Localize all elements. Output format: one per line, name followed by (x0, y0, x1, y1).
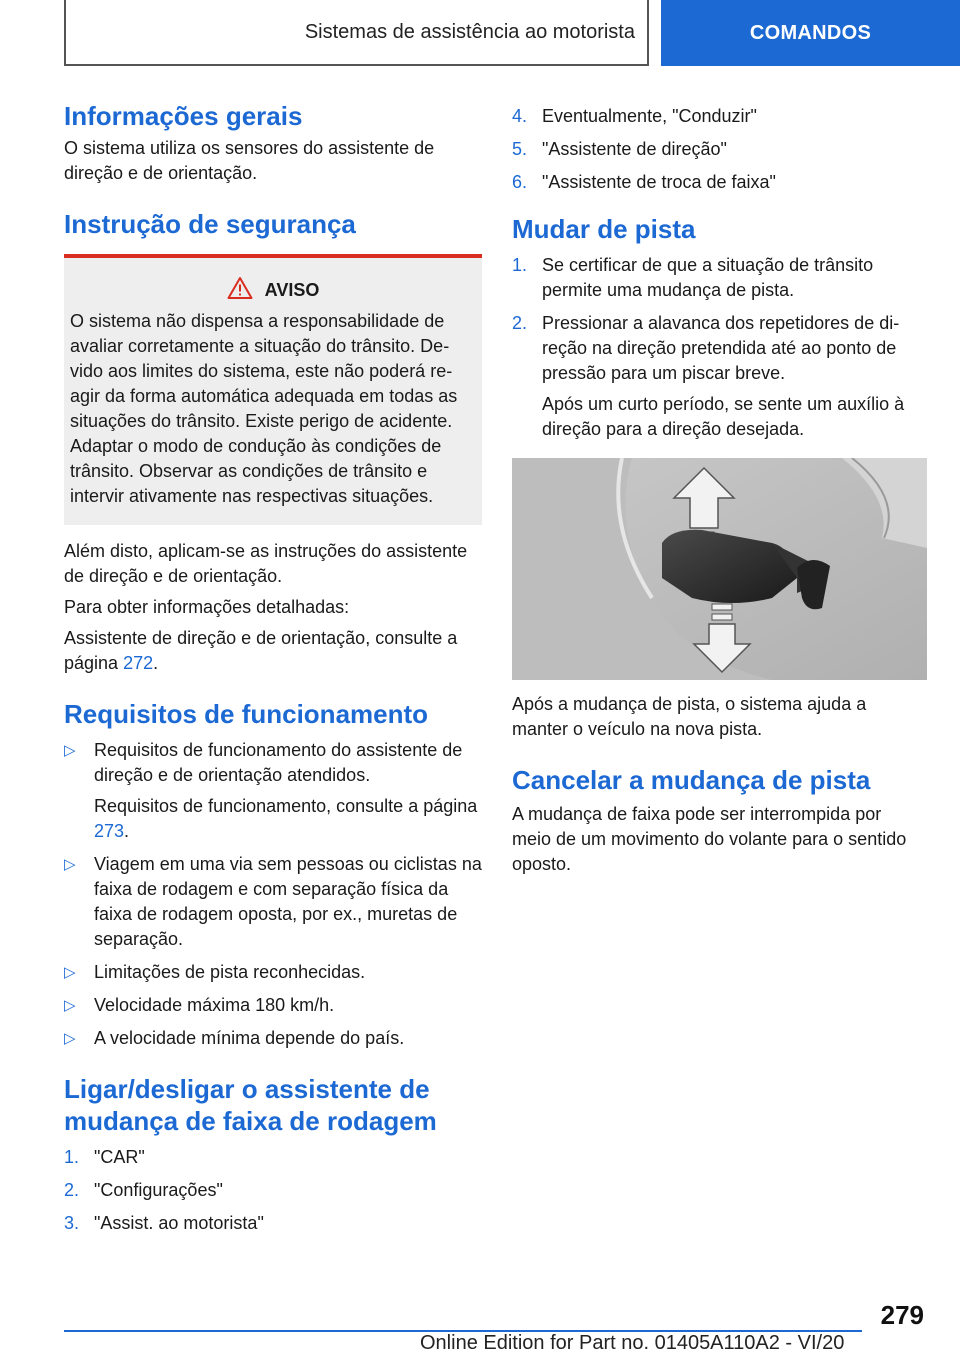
chapter-label: COMANDOS (749, 21, 872, 44)
edition-footer: Online Edition for Part no. 01405A110A2 - VI/20 (420, 1332, 845, 1354)
requirements-list (64, 738, 482, 1051)
list-item (64, 1145, 482, 1170)
list-item (64, 1178, 482, 1203)
step-number: 5. (512, 139, 528, 159)
list-item (64, 960, 482, 985)
list-item (512, 170, 924, 195)
requirement-sub-prefix: Requisitos de funcionamento, consulte a página (94, 796, 478, 816)
step-number: 6. (512, 172, 528, 192)
heading-cancel-change: Cancelar a mudança de pista (512, 765, 871, 795)
warning-title: AVISO (264, 280, 320, 300)
page-link-273[interactable]: 273 (94, 821, 125, 841)
requirement-text: Viagem em uma via sem pessoas ou ciclistas na faixa de rodagem e com separação física da faixa de rodagem oposta, por ex., muretas de separação. (94, 854, 482, 949)
paragraph-details: Para obter informações detalhadas: (64, 597, 350, 617)
paragraph-after-change: Após a mudança de pista, o sistema ajuda a manter o veículo na nova pista. (512, 694, 867, 739)
list-item (64, 738, 482, 844)
step-text: Se certificar de que a situação de trânsito permite uma mudança de pista. (542, 255, 874, 300)
heading-general-info: Informações gerais (64, 101, 303, 131)
step-number: 3. (64, 1213, 80, 1233)
list-item (64, 852, 482, 952)
step-text: "Configurações" (94, 1180, 223, 1200)
requirement-text: Limitações de pista reconhecidas. (94, 962, 366, 982)
triangle-bullet-icon: ▷ (64, 997, 76, 1014)
requirement-subtext (94, 794, 482, 844)
toggle-steps-continued (512, 104, 924, 195)
warning-title-row (70, 276, 476, 305)
step-number: 1. (512, 255, 528, 275)
requirement-text: Velocidade máxima 180 km/h. (94, 995, 335, 1015)
step-subtext: Após um curto período, se sente um auxílio à direção para a direção desejada. (542, 394, 905, 439)
triangle-bullet-icon: ▷ (64, 1030, 76, 1047)
chapter-tab (661, 0, 960, 66)
paragraph-general-info: O sistema utiliza os sensores do assistente de direção e de orientação. (64, 138, 435, 183)
heading-change-lane: Mudar de pista (512, 214, 696, 244)
requirement-text: A velocidade mínima depende do país. (94, 1028, 405, 1048)
section-title: Sistemas de assistência ao motorista (304, 20, 635, 43)
step-text: Eventualmente, "Conduzir" (542, 106, 757, 126)
page-number: 279 (880, 1300, 924, 1330)
heading-toggle-assistant: Ligar/desligar o assistente de mudança de faixa de rodagem (64, 1074, 437, 1136)
paragraph-also-applies: Além disto, aplicam-se as instruções do assistente de direção e de orientação. (64, 541, 468, 586)
warning-triangle-icon (227, 276, 253, 305)
list-item (512, 137, 924, 162)
see-page-suffix: . (153, 653, 159, 673)
see-page-text: Assistente de direção e de orientação, consulte a página (64, 628, 458, 673)
warning-text: O sistema não dispensa a responsabilidade de avaliar corretamente a situação do trânsito. Devido aos limites do sistema, este não poderá reagir da forma automática adequada em todas as situações do trânsito. Existe perigo de acidente. Adaptar o modo de condução às condições de trânsito. Observar as condições de trânsito e intervir ativamente nas respectivas situações. (70, 311, 458, 506)
requirement-text: Requisitos de funcionamento do assistente de direção e de orientação atendidos. (94, 740, 463, 785)
list-item (64, 1211, 482, 1236)
turn-signal-lever-illustration (512, 458, 927, 680)
step-number: 4. (512, 106, 528, 126)
step-number: 2. (512, 313, 528, 333)
step-number: 2. (64, 1180, 80, 1200)
paragraph-cancel-change: A mudança de faixa pode ser interrompida por meio de um movimento do volante para o sentido oposto. (512, 804, 907, 874)
heading-safety: Instrução de segurança (64, 209, 356, 239)
paragraph-see-page (64, 626, 482, 676)
page-link-272[interactable]: 272 (123, 653, 154, 673)
change-lane-steps (512, 253, 924, 442)
step-text: Pressionar a alavanca dos repetidores de direção na direção pretendida até ao ponto de pressão para um piscar breve. (542, 313, 900, 383)
step-text: "Assistente de direção" (542, 139, 727, 159)
step-number: 1. (64, 1147, 80, 1167)
right-column (512, 104, 924, 883)
list-item (64, 993, 482, 1018)
list-item (64, 1026, 482, 1051)
step-text: "Assistente de troca de faixa" (542, 172, 776, 192)
left-column (64, 100, 482, 1244)
triangle-bullet-icon: ▷ (64, 964, 76, 981)
triangle-bullet-icon: ▷ (64, 742, 76, 759)
step-text: "Assist. ao motorista" (94, 1213, 264, 1233)
list-item (512, 253, 924, 303)
requirement-sub-suffix: . (124, 821, 130, 841)
list-item (512, 311, 924, 442)
heading-requirements: Requisitos de funcionamento (64, 699, 429, 729)
triangle-bullet-icon: ▷ (64, 856, 76, 873)
warning-box (64, 254, 482, 525)
step-text: "CAR" (94, 1147, 145, 1167)
toggle-steps-list (64, 1145, 482, 1236)
list-item (512, 104, 924, 129)
running-header-section (64, 0, 649, 66)
